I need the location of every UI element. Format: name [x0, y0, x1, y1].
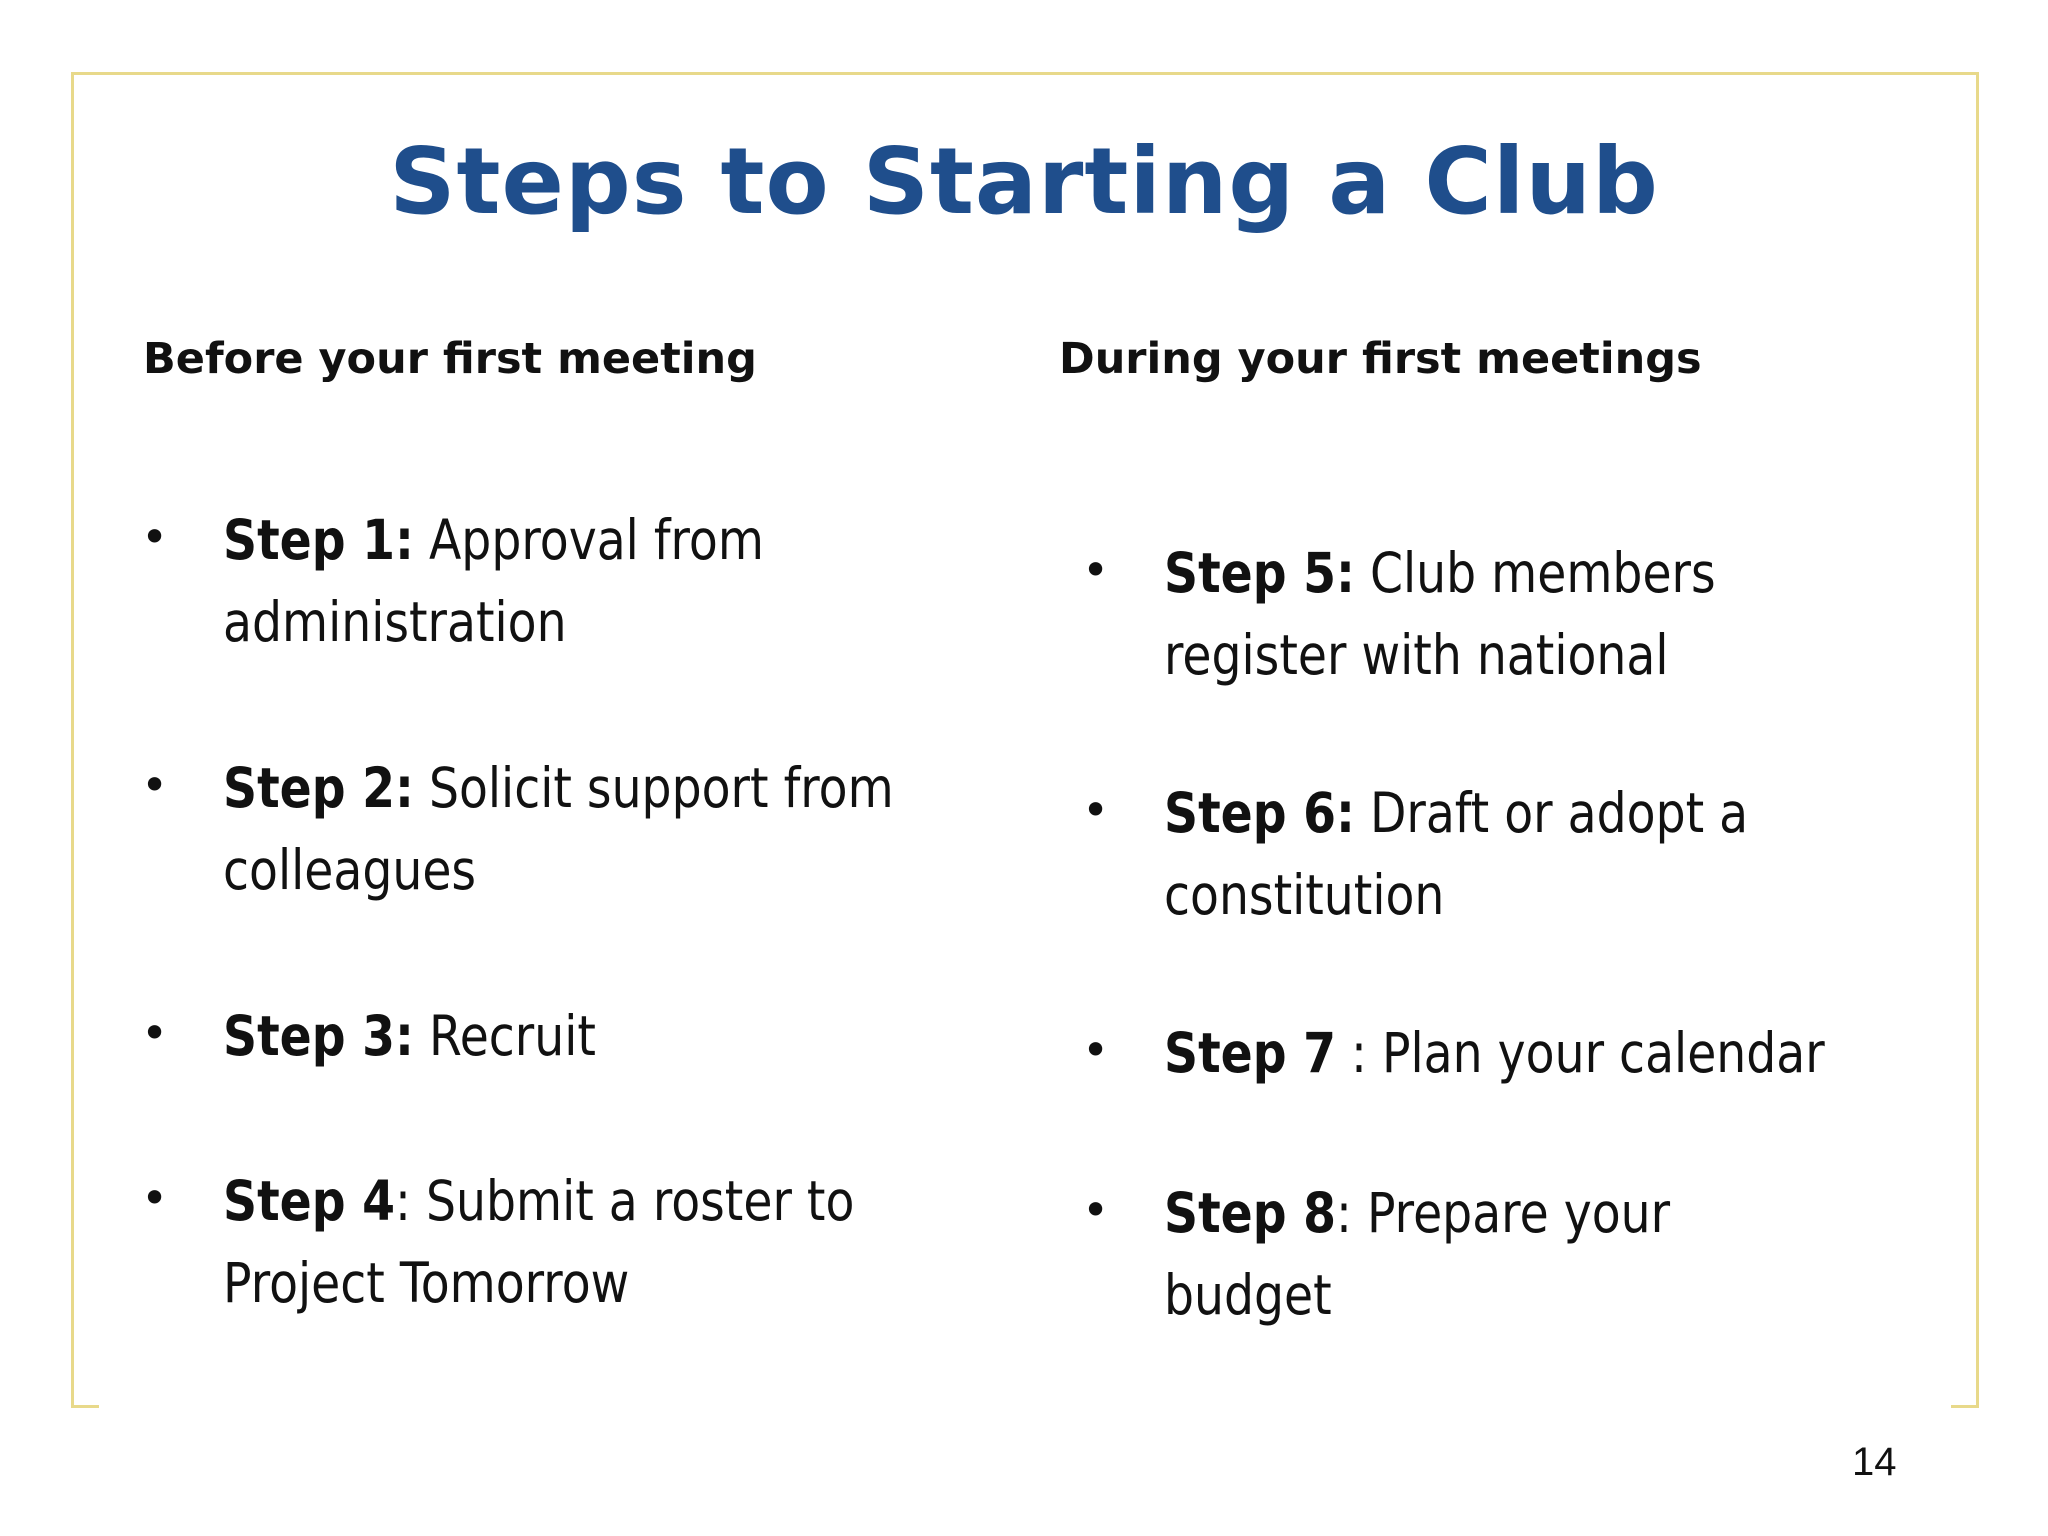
step-label: Step 5: [1164, 541, 1355, 605]
step-text: : Submit a roster to Project Tomorrow [223, 1169, 855, 1315]
step-7 [1164, 1012, 1835, 1094]
step-text: Recruit [413, 1004, 596, 1068]
right-column-heading: During your first meetings [1059, 334, 1702, 384]
step-2 [223, 747, 894, 911]
page-number: 14 [1852, 1440, 1897, 1484]
step-text: Solicit support from colleagues [223, 756, 894, 902]
step-label: Step 7 [1164, 1021, 1336, 1085]
step-8 [1164, 1172, 1835, 1336]
left-column-heading: Before your first meeting [143, 334, 757, 384]
slide-border-bottom-left [71, 1405, 99, 1408]
bullet-icon: • [141, 1006, 169, 1060]
step-text: : Prepare your budget [1164, 1181, 1671, 1327]
step-text: Approval from administration [223, 508, 764, 654]
step-6 [1164, 772, 1835, 936]
step-1 [223, 499, 894, 663]
step-3 [223, 995, 894, 1077]
step-label: Step 6: [1164, 781, 1355, 845]
bullet-icon: • [141, 1171, 169, 1225]
bullet-icon: • [1082, 1183, 1110, 1237]
bullet-icon: • [141, 510, 169, 564]
slide-title: Steps to Starting a Club [389, 128, 1659, 235]
slide-border-bottom-right [1951, 1405, 1979, 1408]
step-label: Step 8 [1164, 1181, 1336, 1245]
bullet-icon: • [141, 758, 169, 812]
step-label: Step 1: [223, 508, 414, 572]
step-text: Club members register with national [1164, 541, 1716, 687]
step-label: Step 2: [223, 756, 414, 820]
step-text: Draft or adopt a constitution [1164, 781, 1749, 927]
step-text: : Plan your calendar [1336, 1021, 1825, 1085]
bullet-icon: • [1082, 543, 1110, 597]
step-5 [1164, 532, 1835, 696]
bullet-icon: • [1082, 783, 1110, 837]
step-4 [223, 1160, 894, 1324]
bullet-icon: • [1082, 1023, 1110, 1077]
step-label: Step 3: [223, 1004, 414, 1068]
step-label: Step 4 [223, 1169, 395, 1233]
